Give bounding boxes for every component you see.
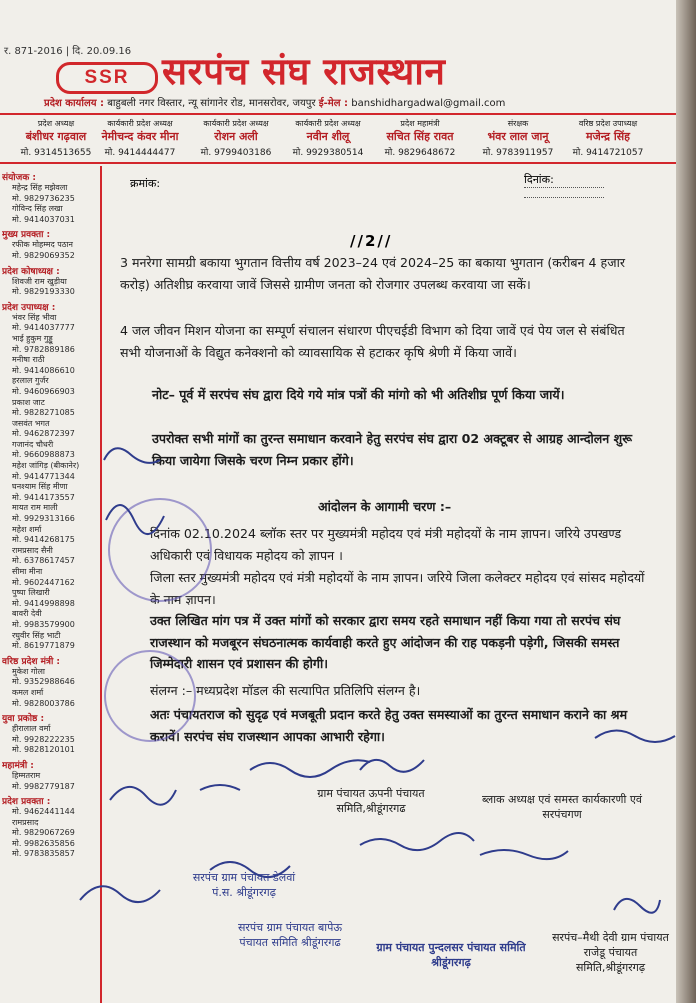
warning-paragraph: उक्त लिखित मांग पत्र में उक्त मांगों को सरकार द्वारा समय रहते समाधान नहीं किया गया तो सरपंच संघ राजस्थान को मजबूरन संघठनात्मक कार्यवाही करते हुए आंदोजन की राह पकड़नी पड़ेगी, जिसकी समस्त जिम्मेदारी शासन एवं प्रशासन की होगी। xyxy=(150,613,621,671)
sidebar-entry: मो. 9828271085 xyxy=(12,408,75,418)
officer-title: प्रदेश अध्यक्ष xyxy=(37,119,75,128)
sidebar-entry: मो. 9414086610 xyxy=(12,365,75,375)
sidebar-entry: मो. 9414037777 xyxy=(12,323,75,333)
sidebar-entry: मो. 9929313166 xyxy=(12,514,75,524)
sidebar-heading: प्रदेश उपाध्यक्ष : xyxy=(2,302,56,313)
sidebar-entry: शिवजी राम खुड़ीया xyxy=(12,276,67,286)
sidebar-entry: कमल शर्मा xyxy=(12,687,44,697)
officer-title: कार्यकारी प्रदेश अध्यक्ष xyxy=(203,119,269,128)
officer-name: नेमीचन्द कंवर मीना xyxy=(101,130,179,143)
sidebar-entry: मो. 9460966903 xyxy=(12,386,75,396)
sidebar-entry: मो. 9414037031 xyxy=(12,214,75,224)
officer-phone: मो. 9829648672 xyxy=(384,148,456,158)
demand-3: 3 मनरेगा सामग्री बकाया भुगतान वित्तीय वर्ष 2023–24 एवं 2024–25 का बकाया भुगतान (करीबन 4 हजार करोड़) अतिशीघ्र करवाया जावें जिससे ग्रामीण जनता को रोजगार उपलब्ध करवाया जा सकें। xyxy=(120,255,625,292)
sidebar-entry: मायत राम माली xyxy=(12,503,58,513)
signature-rajedu: सरपंच–मैथी देवी ग्राम पंचायत राजेडू पंचायत समिति,श्रीडूंगरगढ़ xyxy=(552,931,669,974)
sidebar-heading: मुख्य प्रवक्ता : xyxy=(2,230,51,241)
sidebar-entry: मो. 9414173557 xyxy=(12,492,75,502)
signature-upani: ग्राम पंचायत ऊपनी पंचायत समिति,श्रीडूंगरगढ xyxy=(317,787,425,815)
sidebar-heading: महामंत्री : xyxy=(2,760,34,771)
sidebar-entry: रघुवीर सिंह भाटी xyxy=(12,630,61,640)
date-label-text: दिनांक: xyxy=(524,172,604,188)
officer-title: संरक्षक xyxy=(507,119,529,128)
closing-paragraph: अतः पंचायतराज को सुदृढ एवं मजबूती प्रदान करते हेतु उक्त समस्याओं का तुरन्त समाधान कराने का श्रम करावें। सरपंच संघ राजस्थान आपका आभारी रहेगा। xyxy=(150,707,628,744)
sidebar-entry: मो. 9828120101 xyxy=(12,745,75,755)
sidebar-entry: हीरालाल वर्मा xyxy=(12,724,51,734)
page-number: //2// xyxy=(350,232,393,250)
sidebar-entry: रामप्रसाद xyxy=(12,817,39,827)
sidebar-entry: मो. 9414998898 xyxy=(12,598,75,608)
org-logo: SSR xyxy=(56,62,158,94)
note: नोट– पूर्व में सरपंच संघ द्वारा दिये गये मांत्र पत्रों की मांगो को भी अतिशीघ्र पूर्ण किया जायें। xyxy=(152,387,565,402)
officer-title: प्रदेश महामंत्री xyxy=(400,119,440,128)
officer-title: वरिष्ठ प्रदेश उपाध्यक्ष xyxy=(578,119,638,128)
sidebar-entry: रामप्रसाद सैनी xyxy=(12,545,53,555)
sidebar-entry: मो. 9828003786 xyxy=(12,698,75,708)
officer-phone: मो. 9799403186 xyxy=(200,148,272,158)
officer-name: रोशन अली xyxy=(214,130,258,143)
agitation-step-2: जिला स्तर मुख्यमंत्री महोदय एवं मंत्री महोदयों के नाम ज्ञापन। जरिये जिला कलेक्टर महोदय एवं सांसद महोदयों के नाम ज्ञापन। xyxy=(150,570,645,607)
sidebar-entry: मो. 9462872397 xyxy=(12,429,75,439)
sidebar-entry: महेश जांगिड़ (बीकानेर) xyxy=(12,461,80,471)
sidebar-heading: वरिष्ठ प्रदेश मंत्री : xyxy=(2,656,61,667)
sidebar-entry: गोविन्द सिंह लखा xyxy=(12,204,63,214)
sidebar-entry: मो. 6378617457 xyxy=(12,556,75,566)
officer-title: कार्यकारी प्रदेश अध्यक्ष xyxy=(295,119,361,128)
sidebar-entry: बावरी देवी xyxy=(12,609,42,619)
signature-bapeu: सरपंच ग्राम पंचायत बापेऊ पंचायत समिति श्रीडूंगरगढ xyxy=(237,921,343,949)
officer-phone: मो. 9783911957 xyxy=(482,148,554,158)
sidebar-heading: युवा प्रकोष्ठ : xyxy=(2,714,45,725)
sidebar-entry: हरलाल गुर्जर xyxy=(12,376,49,386)
email-label: ई-मेल : xyxy=(318,98,349,109)
sidebar-heading: संयोजक : xyxy=(2,173,36,183)
sidebar-entry: मो. 9414268175 xyxy=(12,535,75,545)
sidebar-entry: मो. 9983579900 xyxy=(12,619,75,629)
officer-name: मजेन्द्र सिंह xyxy=(586,130,630,143)
sidebar-entry: प्रकाश जाट xyxy=(12,397,45,407)
annexure-line: संलग्न :– मध्यप्रदेश मॉडल की सत्यापित प्रतिलिपि संलग्न है। xyxy=(150,683,421,698)
demand-4: 4 जल जीवन मिशन योजना का सम्पूर्ण संचालन संधारण पीएचईडी विभाग को दिया जावें एवं पेय जल से संबंधित सभी योजनाओं के विद्युत कनेक्शनो को व्यावसायिक से हटाकर कृषि श्रेणी में किया जावें। xyxy=(120,323,625,360)
sidebar-entry: मो. 9602447162 xyxy=(12,577,75,587)
reference-number-label: क्रमांक: xyxy=(130,177,161,190)
sidebar-entry: हिम्मतराम xyxy=(12,770,41,780)
sidebar-entry: मो. 9928222235 xyxy=(12,734,75,744)
sidebar-entry: मो. 9352988646 xyxy=(12,677,75,687)
sidebar-entry: मो. 9982635856 xyxy=(12,838,75,848)
sidebar-entry: मो. 9982779187 xyxy=(12,781,75,791)
sidebar-entry: भाई हुकुम गुड्डू xyxy=(12,333,53,343)
sidebar-entry: मो. 9829736235 xyxy=(12,193,75,203)
sidebar-entry: मो. 9829069352 xyxy=(12,250,75,260)
officer-name: बंशीधर गढ़वाल xyxy=(25,130,87,143)
signature-block-president: ब्लाक अध्यक्ष एवं समस्त कार्यकारणी एवं सरपंचगण xyxy=(481,793,643,821)
sidebar-entry: घनश्याम सिंह मीणा xyxy=(12,482,68,492)
sidebar-entry: मो. 9660988873 xyxy=(12,450,75,460)
sidebar-heading: प्रदेश कोषाध्यक्ष : xyxy=(2,266,60,277)
officer-phone: मो. 9314513655 xyxy=(20,148,92,158)
sidebar-entry: महेन्द्र सिंह मझेवला xyxy=(12,183,68,192)
agitation-steps-heading: आंदोलन के आगामी चरण :– xyxy=(318,499,452,514)
page-shadow xyxy=(676,0,696,1003)
agitation-notice: उपरोक्त सभी मांगों का तुरन्त समाधान करवाने हेतु सरपंच संघ द्वारा 02 अक्टूबर से आग्रह आन्दोलन शुरू किया जायेगा जिसके चरण निम्न प्रकार होंगे। xyxy=(152,431,633,468)
agitation-step-1: दिनांक 02.10.2024 ब्लॉक स्तर पर मुख्यमंत्री महोदय एवं मंत्री महोदयों के नाम ज्ञापन। जरिये उपखण्ड अधिकारी एवं विधायक महोदय को ज्ञापन । xyxy=(150,526,622,563)
office-address: बाहुबली नगर विस्तार, न्यू सांगानेर रोड, मानसरोवर, जयपुर xyxy=(107,98,316,109)
officer-phone: मो. 9929380514 xyxy=(292,148,364,158)
sidebar-entry: भंवर सिंह भीवा xyxy=(12,312,57,322)
sidebar-entry: मुकेश गोला xyxy=(12,666,45,676)
sidebar-entry: मो. 8619771879 xyxy=(12,641,75,651)
sidebar-entry: मो. 9829193330 xyxy=(12,287,75,297)
registration-number: र. 871-2016 | दि. 20.09.16 xyxy=(4,46,132,57)
email: banshidhargadwal@gmail.com xyxy=(351,98,506,109)
office-label: प्रदेश कार्यालय : xyxy=(44,98,105,109)
sidebar-entry: मो. 9829067269 xyxy=(12,828,75,838)
sidebar-entry: सीमा मीना xyxy=(12,567,43,576)
officer-title: कार्यकारी प्रदेश अध्यक्ष xyxy=(107,119,173,128)
sidebar-entry: रफीक मोहम्मद पठान xyxy=(12,240,73,250)
signature-pundalsar: ग्राम पंचायत पुन्दलसर पंचायत समिति श्रीडूंगरगढ़ xyxy=(376,941,526,969)
sidebar-entry: महेश शर्मा xyxy=(12,524,42,534)
sidebar-entry: मनीषा राठी xyxy=(12,355,45,365)
officer-phone: मो. 9414444477 xyxy=(104,148,176,158)
sidebar-entry: मो. 9414771344 xyxy=(12,471,75,481)
officer-name: सचित सिंह रावत xyxy=(386,130,454,143)
sidebar-entry: मो. 9782889186 xyxy=(12,344,75,354)
officer-phone: मो. 9414721057 xyxy=(572,148,644,158)
org-title: सरपंच संघ राजस्थान xyxy=(162,50,446,93)
sidebar-entry: मो. 9783835857 xyxy=(12,849,75,859)
signature-delwan: सरपंच ग्राम पंचायत डेलवां पं.स. श्रीडूंगरगढ़ xyxy=(192,871,296,899)
sidebar-heading: प्रदेश प्रवक्ता : xyxy=(2,797,51,808)
sidebar-entry: पुष्पा लिखारी xyxy=(12,588,50,598)
sidebar-entry: मो. 9462441144 xyxy=(12,807,75,817)
sidebar-entry: जसवंत भगत xyxy=(12,418,50,428)
officer-name: भंवर लाल जानू xyxy=(487,130,549,143)
officer-name: नवीन शीलू xyxy=(306,130,350,143)
sidebar-entry: गजानंद चौधरी xyxy=(12,439,54,449)
